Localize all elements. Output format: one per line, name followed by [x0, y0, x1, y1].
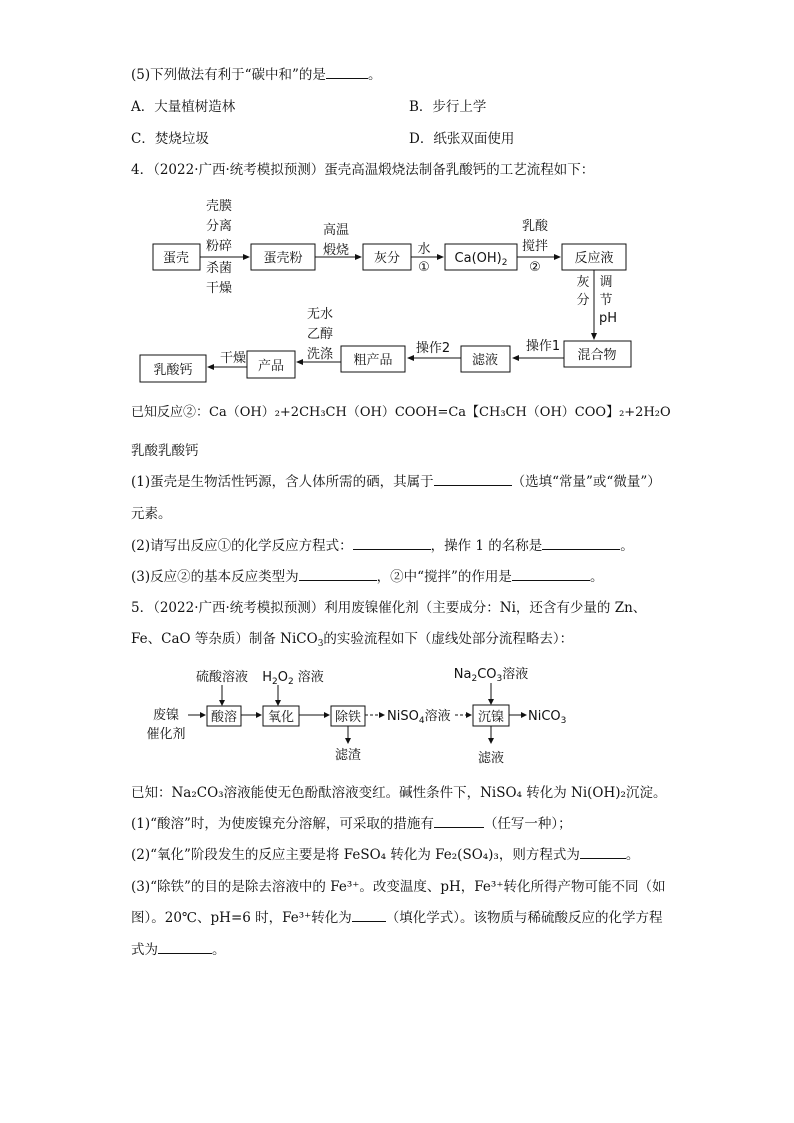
- svg-text:乳酸: 乳酸: [521, 219, 549, 234]
- q4-known-note: 乳酸乳酸钙: [131, 443, 199, 459]
- na2co3-label: $Na_2CO_3$溶液: [453, 667, 529, 684]
- option-c[interactable]: C．焚烧垃圾: [131, 131, 209, 147]
- svg-text:无水: 无水: [306, 307, 334, 322]
- step2-labels: [323, 222, 349, 258]
- q4-title: 4．（2022·广西·统考模拟预测）蛋壳高温煅烧法制备乳酸钙的工艺流程如下：: [131, 162, 595, 178]
- svg-text:灰: 灰: [576, 275, 590, 290]
- lactic-labels: [522, 219, 549, 254]
- step1-labels: [206, 198, 232, 296]
- caoh2-label: $Ca(OH)_2$: [454, 251, 508, 268]
- answer-blank[interactable]: [512, 568, 590, 581]
- waste-label-1: 废镍: [152, 708, 180, 723]
- svg-text:调: 调: [599, 275, 613, 290]
- water-label: 水: [417, 242, 431, 257]
- svg-text:混合物: 混合物: [577, 348, 617, 363]
- q4-known: 已知反应②：Ca（OH）₂+2CH₃CH（OH）COOH=Ca【CH₃CH（OH）COO】₂+2H₂O: [131, 405, 671, 420]
- svg-text:蛋壳: 蛋壳: [162, 251, 190, 266]
- svg-text:酸溶: 酸溶: [210, 710, 238, 725]
- svg-text:分离: 分离: [205, 219, 233, 234]
- svg-text:pH: pH: [598, 311, 618, 326]
- h2o2-label: $H_2O_2$ 溶液: [262, 670, 324, 687]
- reaction2-mark: ②: [529, 260, 541, 275]
- svg-text:灰分: 灰分: [373, 251, 401, 266]
- svg-text:滤液: 滤液: [471, 353, 499, 368]
- svg-text:蛋壳粉: 蛋壳粉: [263, 251, 303, 266]
- h2so4-label: 硫酸溶液: [195, 670, 249, 685]
- q4-flowchart: [0, 190, 794, 400]
- svg-text:粗产品: 粗产品: [353, 353, 393, 368]
- op2-label: 操作2: [415, 341, 451, 356]
- answer-blank[interactable]: [158, 941, 212, 954]
- answer-blank[interactable]: [580, 846, 626, 859]
- svg-text:除铁: 除铁: [334, 710, 362, 725]
- option-b[interactable]: B．步行上学: [409, 99, 487, 115]
- dry-label: 干燥: [219, 351, 247, 366]
- niso4-label: NiSO$_4$溶液: [387, 709, 451, 726]
- svg-text:分: 分: [576, 293, 590, 308]
- svg-text:反应液: 反应液: [574, 251, 614, 266]
- q5-title-line2: Fe、CaO 等杂质）制备 NiCO$_3$的实验流程如下（虚线处部分流程略去）：: [131, 631, 574, 649]
- answer-blank[interactable]: [299, 568, 377, 581]
- waste-label-2: 催化剂: [146, 727, 186, 742]
- residue-label: 滤渣: [334, 748, 362, 763]
- reaction1-mark: ①: [418, 260, 430, 275]
- answer-blank[interactable]: [352, 909, 386, 922]
- filtrate-label: 滤液: [477, 751, 505, 766]
- q5-flowchart: [0, 660, 794, 775]
- svg-text:壳膜: 壳膜: [205, 199, 233, 214]
- down-labels: [576, 275, 617, 326]
- answer-blank[interactable]: [434, 473, 512, 486]
- q4-sub3: (3)反应②的基本反应类型为 ，②中“搅拌”的作用是 。: [131, 569, 604, 585]
- svg-text:节: 节: [599, 293, 613, 308]
- q5-sub3-line2: 图）。20℃、pH=6 时，Fe³⁺转化为 （填化学式）。该物质与稀硫酸反应的化学方程: [131, 910, 663, 926]
- option-a[interactable]: A．大量植树造林: [131, 99, 236, 115]
- q5-title-line1: 5．（2022·广西·统考模拟预测）利用废镍催化剂（主要成分：Ni，还含有少量的 Zn、: [131, 600, 647, 616]
- answer-blank[interactable]: [434, 815, 484, 828]
- svg-text:氧化: 氧化: [267, 710, 295, 725]
- svg-text:沉镍: 沉镍: [477, 710, 505, 725]
- answer-blank[interactable]: [542, 537, 620, 550]
- svg-text:高温: 高温: [322, 223, 350, 238]
- svg-text:搅拌: 搅拌: [521, 239, 549, 254]
- q4-sub1-cont: 元素。: [131, 506, 172, 522]
- op1-label: 操作1: [525, 339, 561, 354]
- svg-text:产品: 产品: [257, 359, 285, 374]
- wash-labels: [307, 306, 334, 362]
- answer-blank[interactable]: [326, 66, 368, 79]
- svg-text:洗涤: 洗涤: [306, 347, 334, 362]
- q5-sub2: (2)“氧化”阶段发生的反应主要是将 FeSO₄ 转化为 Fe₂(SO₄)₃，则方程式为 。: [131, 847, 640, 863]
- svg-text:乙醇: 乙醇: [306, 327, 334, 342]
- q5-known: 已知：Na₂CO₃溶液能使无色酚酞溶液变红。碱性条件下，NiSO₄ 转化为 Ni(OH)₂沉淀。: [131, 785, 667, 801]
- q5-sub3-line3: 式为 。: [131, 942, 226, 958]
- q5-sub3-line1: (3)“除铁”的目的是除去溶液中的 Fe³⁺。改变温度、pH，Fe³⁺转化所得产物可能不同（如: [131, 879, 666, 895]
- q4-sub2: (2)请写出反应①的化学反应方程式： ，操作 1 的名称是 。: [131, 538, 634, 554]
- svg-text:杀菌: 杀菌: [205, 261, 233, 276]
- q5-sub1: (1)“酸溶”时，为使废镍充分溶解，可采取的措施有 （任写一种）；: [131, 816, 572, 832]
- nico3-label: NiCO$_3$: [528, 709, 567, 726]
- svg-text:乳酸钙: 乳酸钙: [153, 363, 193, 378]
- svg-text:煅烧: 煅烧: [322, 243, 350, 258]
- q4-sub1: (1)蛋壳是生物活性钙源，含人体所需的硒，其属于 （选填“常量”或“微量”）: [131, 474, 661, 490]
- svg-text:干燥: 干燥: [205, 281, 233, 296]
- svg-text:粉碎: 粉碎: [205, 239, 233, 254]
- answer-blank[interactable]: [353, 537, 431, 550]
- option-d[interactable]: D．纸张双面使用: [409, 131, 515, 147]
- q3-item5-stem: (5)下列做法有利于“碳中和”的是 。: [131, 67, 382, 83]
